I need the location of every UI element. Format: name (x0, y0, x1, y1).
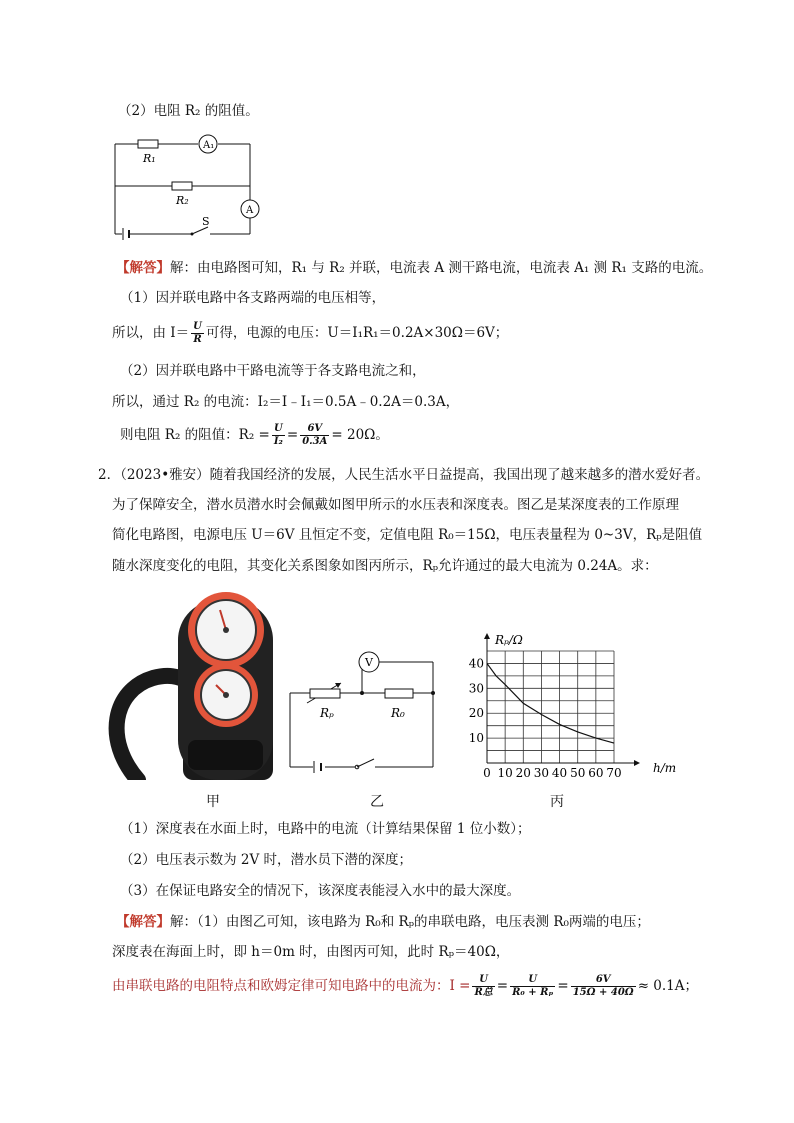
solution1-step3: （2）因并联电路中干路电流等于各支路电流之和， (120, 363, 426, 379)
label-s: S (202, 215, 210, 228)
label-r2: R₂ (176, 194, 189, 207)
solution2-l1: 解：（1）由图乙可知，该电路为 R₀和 Rₚ的串联电路，电压表测 R₀两端的电压； (170, 914, 650, 930)
frac-den: I₂ (273, 436, 283, 447)
fraction-6v-over-03a (300, 423, 329, 448)
problem2-line3: 简化电路图，电源电压 U＝6V 且恒定不变，定值电阻 R₀＝15Ω，电压表量程为 0~3V，Rₚ是阻值 (112, 527, 703, 543)
label-r1: R₁ (143, 152, 156, 165)
solution1-step4: 所以，通过 R₂ 的电流：I₂＝I﹣I₁＝0.5A﹣0.2A＝0.3A， (112, 394, 460, 410)
x-tick-label: 20 (515, 766, 531, 778)
question-3: （3）在保证电路安全的情况下，该深度表能浸入水中的最大深度。 (120, 883, 521, 899)
x-tick-label: 60 (588, 766, 604, 778)
label-a1: A₁ (203, 140, 215, 151)
depth-gauge-photo (108, 590, 278, 780)
solution1-intro-line (116, 259, 712, 277)
chart-grid (487, 651, 614, 763)
label-v: V (365, 656, 373, 669)
solution1-step5 (120, 420, 389, 450)
problem2-line1: 2．（2023•雅安）随着我国经济的发展，人民生活水平日益提高，我国出现了越来越多的潜水爱好者。 (98, 467, 710, 483)
frac-den: 15Ω + 40Ω (572, 987, 634, 998)
y-axis-arrow (484, 633, 490, 639)
fraction-u-over-i2 (272, 423, 285, 448)
frac-num: U (472, 974, 494, 987)
answer-tag: 【解答】 (116, 914, 170, 930)
fraction-u-over-r (191, 321, 204, 346)
parallel-circuit-diagram (110, 130, 270, 245)
question-1: （1）深度表在水面上时，电路中的电流（计算结果保留 1 位小数）； (120, 821, 531, 837)
step2-prefix: 所以，由 I＝ (112, 325, 190, 341)
label-r0: R₀ (391, 706, 405, 720)
chart-axes (484, 633, 640, 766)
question-2: （2）电压表示数为 2V 时，潜水员下潜的深度； (120, 852, 413, 868)
x-axis-label: h/m (653, 761, 677, 775)
label-rp: Rₚ (320, 706, 334, 720)
rp-curve (487, 663, 614, 743)
frac-den: 0.3A (302, 436, 328, 447)
solution2-line2: 深度表在海面上时，即 h＝0m 时，由图丙可知，此时 Rₚ＝40Ω， (112, 944, 510, 960)
frac-num: U (510, 974, 555, 987)
frac-den: R₀ + Rₚ (512, 987, 554, 998)
variable-resistor-rp (310, 689, 340, 698)
problem2-line2: 为了保障安全，潜水员潜水时会佩戴如图甲所示的水压表和深度表。图乙是某深度表的工作原理 (112, 497, 679, 513)
resistance-depth-chart (465, 628, 685, 778)
resistor-r1 (138, 140, 158, 148)
equals-sign: = (286, 427, 299, 443)
line3-suffix: ≈ 0.1A； (637, 978, 699, 994)
solution1-intro: 解：由电路图可知，R₁ 与 R₂ 并联，电流表 A 测干路电流，电流表 A₁ 测 R₁ 支路的电流。 (170, 260, 713, 276)
switch (357, 759, 374, 767)
x-axis-arrow (634, 760, 640, 766)
frac-num: 6V (571, 974, 636, 987)
solution2-line1 (116, 913, 650, 931)
frac-num: U (272, 423, 285, 436)
frac-den: R (193, 334, 202, 345)
step5-suffix: = 20Ω。 (331, 427, 389, 443)
x-tick-label: 50 (570, 766, 586, 778)
fraction-6v-over-55 (571, 974, 636, 999)
y-tick-label: 40 (468, 656, 484, 671)
problem2-line4: 随水深度变化的电阻，其变化关系图象如图丙所示，Rₚ允许通过的最大电流为 0.24A。求： (112, 558, 658, 574)
y-axis-label: Rₚ/Ω (495, 633, 523, 647)
step2-suffix: 可得，电源的电压：U＝I₁R₁＝0.2A×30Ω＝6V； (205, 325, 509, 341)
x-tick-label: 10 (497, 766, 513, 778)
series-circuit-diagram (285, 645, 445, 775)
line3-prefix: 由串联电路的电阻特点和欧姆定律可知电路中的电流为：I = (112, 978, 471, 994)
caption-jia: 甲 (206, 794, 220, 810)
fraction-u-over-rtotal (472, 974, 494, 999)
step5-prefix: 则电阻 R₂ 的阻值：R₂ = (120, 427, 270, 443)
switch-s (192, 227, 208, 234)
part-title: （2）电阻 R₂ 的阻值。 (118, 103, 259, 119)
frac-den: R总 (474, 987, 493, 998)
solution1-step2 (112, 318, 508, 348)
y-tick-label: 10 (468, 731, 484, 746)
x-tick-label: 30 (533, 766, 550, 778)
frac-num: 6V (300, 423, 329, 436)
y-tick-label: 20 (468, 706, 484, 721)
x-tick-label: 0 (483, 766, 491, 778)
fraction-u-over-r0-rp (510, 974, 555, 999)
resistor-r0 (385, 689, 413, 698)
x-tick-label: 40 (551, 766, 568, 778)
caption-yi: 乙 (370, 794, 384, 810)
answer-tag: 【解答】 (116, 260, 170, 276)
caption-bing: 丙 (550, 794, 564, 810)
x-tick-label: 70 (606, 766, 622, 778)
chart-series (487, 663, 614, 743)
frac-num: U (193, 321, 202, 332)
resistor-r2 (172, 182, 192, 190)
chart-ticks (469, 656, 622, 778)
y-tick-label: 30 (468, 681, 484, 696)
label-a: A (246, 205, 254, 216)
solution1-step1: （1）因并联电路中各支路两端的电压相等， (120, 290, 386, 306)
solution2-line3: 由串联电路的电阻特点和欧姆定律可知电路中的电流为：I = $\frac{U}{\text{R总}}$ = $\frac{U}{\text{R₀ + Rₚ}}$ = $\frac{6V}{15\Omega + 40\Omega}$ ≈ 0.1A； (112, 974, 699, 998)
